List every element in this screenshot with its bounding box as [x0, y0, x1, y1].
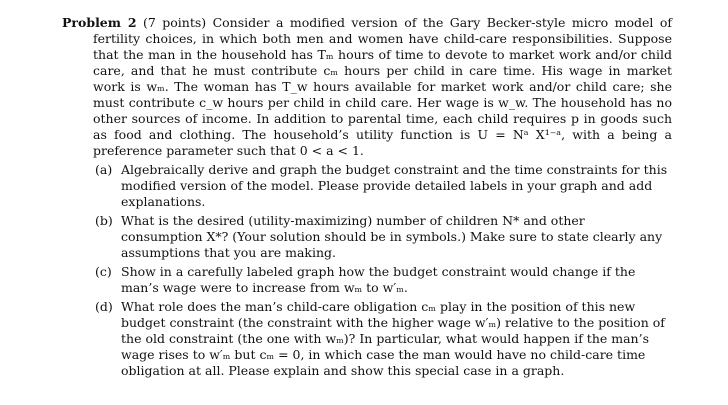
- part-a-text: Algebraically derive and graph the budget constraint and the time constraints for this modified version of the model. Please provide detailed labels in your graph and add explanations.: [121, 162, 668, 209]
- part-b-text: What is the desired (utility-maximizing) number of children N* and other consumption X*? (Your solution should be in symbols.) Make sure to state clearly any assumptions that you are making.: [121, 213, 663, 260]
- problem-statement: [62, 15, 672, 159]
- part-a: [95, 162, 670, 210]
- part-c-label: (c): [95, 264, 112, 279]
- part-d: [95, 299, 670, 379]
- part-c-text: Show in a carefully labeled graph how the budget constraint would change if the man’s wage were to increase from wₘ to w′ₘ.: [121, 264, 636, 295]
- problem-points: (7 points): [142, 15, 207, 30]
- part-d-label: (d): [95, 299, 113, 314]
- problem-label: Problem 2: [62, 15, 137, 30]
- part-b: [95, 213, 670, 261]
- problem-statement-block: [62, 15, 672, 159]
- part-b-label: (b): [95, 213, 113, 228]
- problem-text: Consider a modified version of the Gary Becker-style micro model of fertility choices, in which both men and women have child-care responsibilities. Suppose that the man in the household has Tₘ hours of time to devote to market work and/or child care, and that he must contribute cₘ hours per child in care time. His wage in market work is wₘ. The woman has T_w hours available for market work and/or child care; she must contribute c_w hours per child in child care. Her wage is w_w. The household has no other sources of income. In addition to parental time, each child requires p in goods such as food and clothing. The household’s utility function is U = Nᵃ X¹⁻ᵃ, with a being a preference parameter such that 0 < a < 1.: [93, 15, 672, 158]
- part-d-text: What role does the man’s child-care obligation cₘ play in the position of this new budget constraint (the constraint with the higher wage w′ₘ) relative to the position of the old constraint (the one with wₘ)? In particular, what would happen if the man’s wage rises to w′ₘ but cₘ = 0, in which case the man would have no child-care time obligation at all. Please explain and show this special case in a graph.: [121, 299, 665, 378]
- part-c: [95, 264, 670, 296]
- part-a-label: (a): [95, 162, 113, 177]
- problem-parts-list: [95, 162, 670, 382]
